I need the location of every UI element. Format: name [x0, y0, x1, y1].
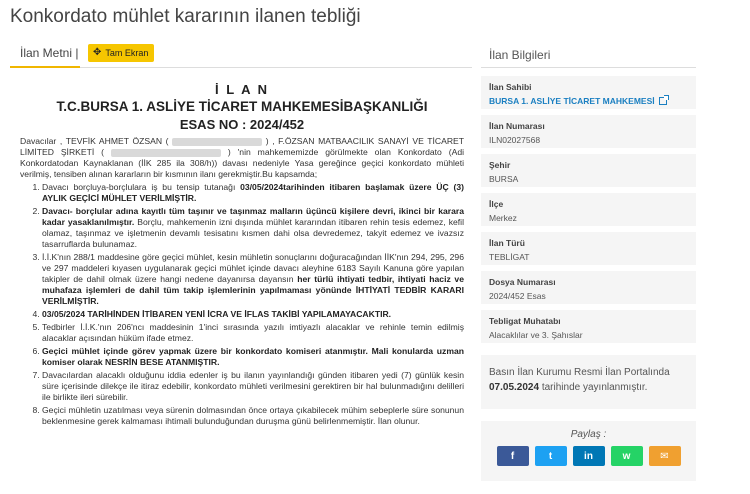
tab-announcement-text[interactable]: İlan Metni | [20, 46, 79, 60]
info-panel-title: İlan Bilgileri [481, 38, 696, 68]
field-label: Tebligat Muhatabı [489, 316, 561, 326]
publication-notice [481, 355, 696, 409]
field-value: ILN02027568 [489, 135, 541, 145]
list-item: 7. Davacılardan alacaklı olduğunu iddia edenler iş bu ilanın yayınlandığı günden itibaren yedi (7) günlük kesin süre içerisinde dilekçe ile itiraz edebilir, konkordato mühleti verilmesini gerektiren bir hal bulunmadığını delilleri ile birlikte ileri sürebilir. [42, 370, 464, 403]
list-item: 5. Tedbirler İ.İ.K.'nın 206'ncı maddesinin 1'inci sırasında yazılı imtiyazlı alacaklar ve rehinle temin edilmiş alacaklar açısından hüküm ifade etmez. [42, 322, 464, 344]
doc-case-number: ESAS NO : 2024/452 [179, 117, 305, 132]
field-value: Alacaklılar ve 3. Şahıslar [489, 330, 583, 340]
redacted-id [172, 138, 262, 146]
field-label: Şehir [489, 160, 511, 170]
linkedin-icon: in [584, 450, 593, 462]
list-item: 1. Davacı borçluya-borçlulara iş bu tensip tutanağı 03/05/2024tarihinden itibaren başlamak üzere ÜÇ (3) AYLIK GEÇİCİ MÜHLET VERİLMİŞTİR. [42, 182, 464, 204]
twitter-share-button[interactable] [535, 446, 567, 466]
list-item: 3. İ.İ.K'nın 288/1 maddesine göre geçici mühlet, kesin mühletin sonuçlarını doğuracağından İİK'nın 294, 295, 296 ve 297 maddeleri kıyasen uygulanarak geçici mühlet içinde davacı aleyhine 6183 Sayılı Kanuna göre yapılan takipler de dahil olmak üzere hangi nedene dayanırsa dayansın her türlü ihtiyati tedbir, ihtiyati haciz ve muhafaza işlemleri de dahil tüm takip işlemlerinin yapılmaması yönünde İHTİYATİ TEDBİR KARARI VERİLMİŞTİR. [42, 252, 464, 307]
share-label: Paylaş : [570, 429, 607, 440]
field-label: İlan Türü [489, 238, 525, 248]
list-item: 4. 03/05/2024 TARİHİNDEN İTİBAREN YENİ İCRA VE İFLAS TAKİBİ YAPILAMAYACAKTIR. [42, 309, 464, 320]
field-announcement-owner [481, 76, 696, 109]
announcement-document [10, 68, 472, 427]
intro-part-b: ) , F.ÖZSAN MATBAACILIK SANAYİ VE TİCARET LİMİTED ŞİRKETİ ( [20, 136, 465, 157]
facebook-icon: f [510, 450, 515, 462]
list-item: 2. Davacı- borçlular adına kayıtlı tüm taşınır ve taşınmaz malların üçüncü kişilere devri, ikinci bir karara kadar yasaklanılmıştır. Borçlu, mahkemenin izni dışında mühlet kararından itibaren rehin tesis edemez, kefil olamaz, taşınmaz ve işletmenin devamlı tesisatını kısmen dahi olsa devredemez, takyit edemez ve ivazsız tasarruflarda bulunamaz. [42, 206, 464, 250]
publication-date: 07.05.2024 [489, 382, 540, 393]
redacted-id [111, 149, 221, 157]
list-item: 8. Geçici mühletin uzatılması veya sürenin dolmasından önce ortaya çıkabilecek mühim sebeplerle süre sonunun beklenmesine gerek kalmaması ihtimali bulunduğundan duruşma günü belirlenmemiştir. İlan olunur. [42, 405, 464, 427]
page-title: Konkordato mühlet kararının ilanen tebliği [10, 6, 361, 27]
email-share-button[interactable] [649, 446, 681, 466]
field-file-number [481, 271, 696, 304]
email-icon: ✉ [660, 450, 669, 462]
notice-text: Basın İlan Kurumu Resmi İlan Portalında [489, 367, 670, 378]
active-tab-indicator [10, 66, 80, 68]
doc-decision-list [20, 182, 464, 427]
field-announcement-number [481, 115, 696, 148]
field-city [481, 154, 696, 187]
owner-link[interactable] [489, 96, 688, 106]
intro-part-a: Davacılar , TEVFİK AHMET ÖZSAN ( [20, 136, 169, 146]
external-link-icon [659, 97, 667, 105]
twitter-icon: t [548, 450, 553, 462]
field-district [481, 193, 696, 226]
share-box [481, 421, 696, 481]
field-value: 2024/452 Esas [489, 291, 546, 301]
owner-link-text: BURSA 1. ASLİYE TİCARET MAHKEMESİ [489, 96, 655, 106]
intro-part-c: ) 'nin mahkememizde görülmekte olan Konkordato (Adi Konkordatodan Kaynaklanan (İİK 285 ila 308/h)) davası nedeniyle Yasa gereğince geçici konkordato mühleti verilmiş, tensiben alınan kararların bir kısmının ilanı gerekmiştir.Bu kapsamda; [20, 147, 465, 179]
facebook-share-button[interactable] [497, 446, 529, 466]
field-label: İlan Numarası [489, 121, 545, 131]
share-buttons [481, 446, 696, 466]
field-label: İlçe [489, 199, 504, 209]
fullscreen-button[interactable] [88, 44, 154, 62]
announcement-info-panel [481, 38, 696, 481]
field-label: İlan Sahibi [489, 82, 532, 92]
whatsapp-icon: w [622, 450, 631, 462]
field-value: Merkez [489, 213, 517, 223]
field-value: TEBLİGAT [489, 252, 530, 262]
whatsapp-share-button[interactable] [611, 446, 643, 466]
field-value: BURSA [489, 174, 519, 184]
linkedin-share-button[interactable] [573, 446, 605, 466]
fullscreen-icon: ✥ [93, 47, 102, 58]
doc-heading: İ L A N [215, 82, 269, 97]
doc-court-name: T.C.BURSA 1. ASLİYE TİCARET MAHKEMESİBAŞKANLIĞI [56, 99, 428, 114]
announcement-panel [10, 38, 472, 429]
notice-text: tarihinde yayınlanmıştır. [541, 382, 648, 393]
field-notification-recipient [481, 310, 696, 343]
list-item: 6. Geçici mühlet içinde görev yapmak üzere bir konkordato komiseri atanmıştır. Mali konularda uzman komiser olarak NESRİN BESE ATANMIŞTIR. [42, 346, 464, 368]
field-label: Dosya Numarası [489, 277, 556, 287]
field-announcement-type [481, 232, 696, 265]
doc-intro [20, 136, 464, 180]
tab-bar [10, 38, 472, 68]
fullscreen-label: Tam Ekran [105, 48, 149, 58]
